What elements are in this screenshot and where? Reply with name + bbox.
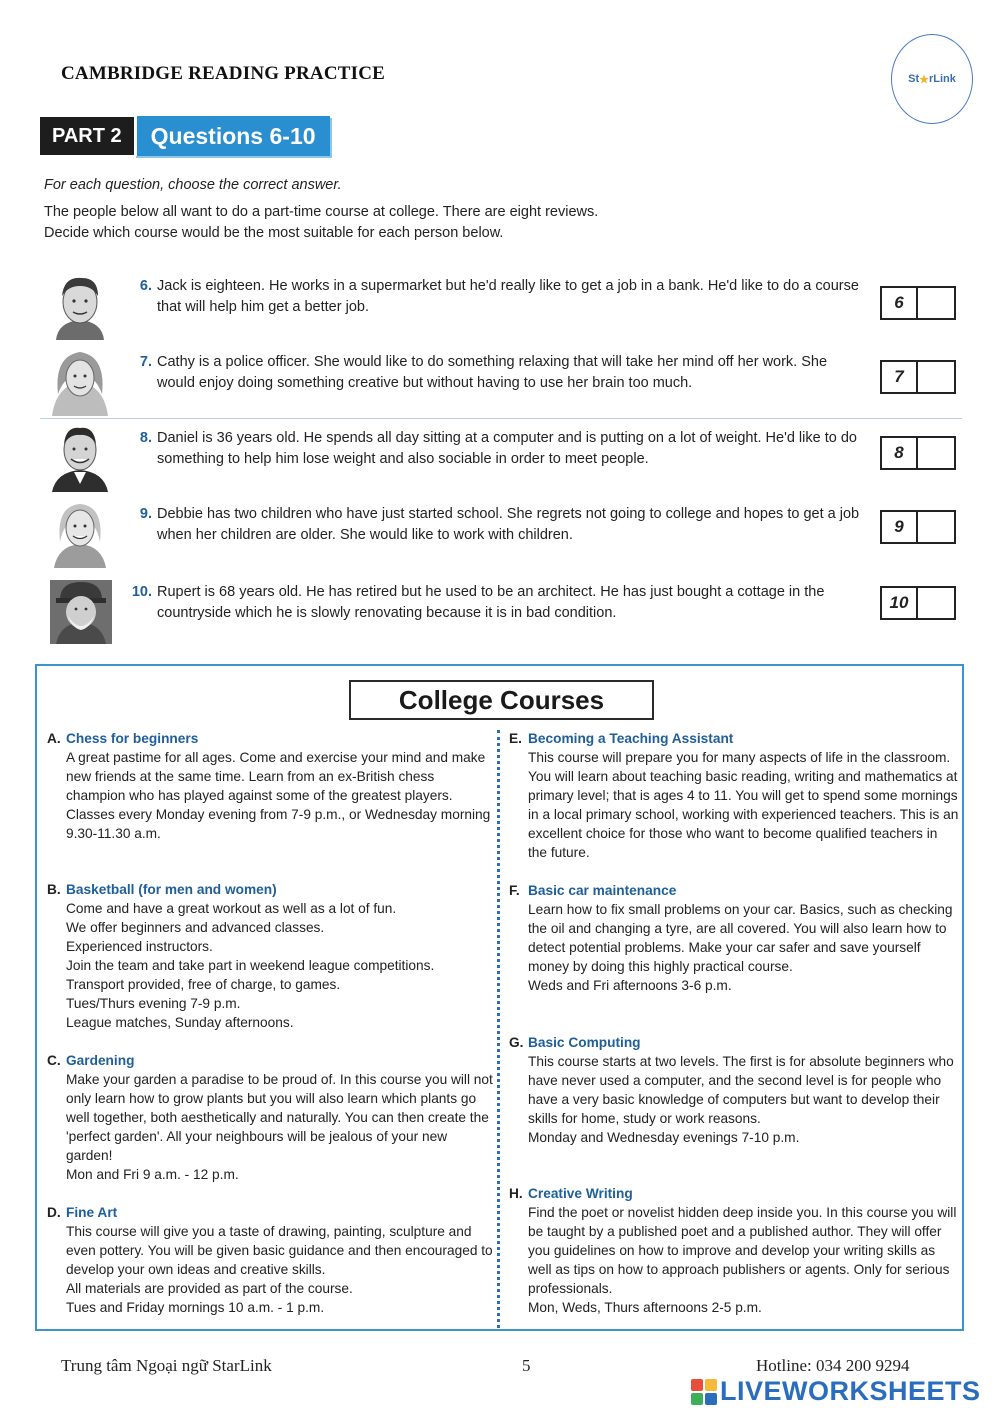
course-letter: A. [47,731,61,746]
star-icon: ★ [919,73,929,86]
person-daniel-photo [46,422,114,492]
course-e [509,729,959,862]
course-f [509,881,959,995]
answer-box-7[interactable] [880,360,956,394]
course-b [47,880,493,1032]
course-letter: H. [509,1186,523,1201]
person-jack-photo [46,270,114,340]
answer-box-8[interactable] [880,436,956,470]
page-header-title: CAMBRIDGE READING PRACTICE [61,63,385,84]
course-title: Basketball (for men and women) [66,882,277,897]
question-text: Jack is eighteen. He works in a supermarket but he'd really like to get a job in a bank. He'd like to do a course that will help him get a better job. [157,278,859,315]
person-debbie-photo [46,498,114,568]
course-text: We offer beginners and advanced classes. [66,920,325,935]
answer-input[interactable] [918,288,954,318]
question-number: 10. [131,584,152,600]
question-text: Cathy is a police officer. She would like to do something relaxing that will take her mind off her work. She would enjoy doing something creative but without having to use her brain too much. [157,354,828,391]
course-text: Transport provided, free of charge, to games. [66,977,341,992]
question-text: Daniel is 36 years old. He spends all day sitting at a computer and is putting on a lot of weight. He'd like to do something to help him lose weight and also sociable in order to meet people. [157,430,857,467]
course-text: Make your garden a paradise to be proud of. In this course you will not only learn how to grow plants but you will also learn which plants go well together, both aesthetically and naturally. You can then create the 'perfect garden'. All your neighbours will be jealous of your new garden! [66,1072,493,1163]
course-title: Basic Computing [528,1035,641,1050]
column-divider [497,730,500,1328]
course-letter: E. [509,731,522,746]
course-letter: F. [509,883,520,898]
answer-input[interactable] [918,362,954,392]
separator-line [40,418,962,419]
liveworksheets-text: LIVEWORKSHEETS [720,1376,981,1406]
course-letter: G. [509,1035,524,1050]
course-title: Fine Art [66,1205,118,1220]
part-banner [40,116,330,156]
course-title: Creative Writing [528,1186,633,1201]
liveworksheets-brand[interactable] [691,1376,981,1407]
course-schedule: Weds and Fri afternoons 3-6 p.m. [528,978,732,993]
answer-box-10[interactable] [880,586,956,620]
course-title: Basic car maintenance [528,883,677,898]
instruction-line-3: Decide which course would be the most suitable for each person below. [44,225,504,241]
course-text: Find the poet or novelist hidden deep inside you. In this course you will be taught by a published poet and a published author. They will offer you guidelines on how to improve and develop your writing skills as well as tips on how to approach publishers or agents. Only for serious professionals. [528,1205,957,1296]
course-g [509,1033,959,1147]
question-number: 6. [139,278,152,294]
course-schedule: Tues/Thurs evening 7-9 p.m. [66,996,241,1011]
course-title: Gardening [66,1053,135,1068]
course-text: This course will prepare you for many aspects of life in the classroom. You will learn about teaching basic reading, writing and mathematics at primary level; that is ages 4 to 11. You will get to spend some mornings in a local primary school, working with experienced teachers. This is an excellent choice for those who want to become qualified teachers in the future. [528,750,959,860]
answer-box-number: 9 [882,512,918,542]
college-courses-panel [35,664,964,1331]
question-row-9 [40,498,965,568]
course-c [47,1051,493,1184]
footer-hotline: Hotline: 034 200 9294 [756,1356,910,1375]
course-text: A great pastime for all ages. Come and exercise your mind and make new friends at the same time. Learn from an ex-British chess champion who has played against some of the greatest players. [66,750,486,803]
footer-center-name: Trung tâm Ngoại ngữ StarLink [61,1356,272,1375]
question-row-7 [40,346,965,416]
course-letter: C. [47,1053,61,1068]
course-letter: B. [47,882,61,897]
course-text: This course will give you a taste of drawing, painting, sculpture and even pottery. You will be given basic guidance and then encouraged to develop your own ideas and creative skills. [66,1224,493,1277]
courses-title: College Courses [349,680,654,720]
answer-box-6[interactable] [880,286,956,320]
liveworksheets-logo-icon [691,1379,717,1405]
starlink-logo [891,34,973,124]
question-row-8 [40,422,965,492]
course-letter: D. [47,1205,61,1220]
course-text: This course starts at two levels. The first is for absolute beginners who have never used a computer, and the second level is for people who have a very basic knowledge of computers but want to develop their skills for home, study or work reasons. [528,1054,954,1126]
question-number: 7. [139,354,152,370]
answer-box-9[interactable] [880,510,956,544]
course-d [47,1203,493,1317]
course-text: All materials are provided as part of the course. [66,1281,353,1296]
instruction-line-1: For each question, choose the correct answer. [44,177,342,193]
question-number: 9. [139,506,152,522]
answer-box-number: 6 [882,288,918,318]
course-text: Come and have a great workout as well as a lot of fun. [66,901,397,916]
logo-text-a: St [908,73,920,85]
question-text: Rupert is 68 years old. He has retired but he used to be an architect. He has just bought a cottage in the countryside which he is slowly renovating because it is in bad condition. [157,584,825,621]
course-schedule: Tues and Friday mornings 10 a.m. - 1 p.m. [66,1300,325,1315]
answer-box-number: 7 [882,362,918,392]
answer-input[interactable] [918,512,954,542]
answer-box-number: 8 [882,438,918,468]
course-schedule: Monday and Wednesday evenings 7-10 p.m. [528,1130,800,1145]
course-schedule: Classes every Monday evening from 7-9 p.m., or Wednesday morning 9.30-11.30 a.m. [66,807,491,841]
course-h [509,1184,959,1317]
question-row-6 [40,270,965,340]
course-text: Join the team and take part in weekend league competitions. [66,958,435,973]
answer-box-number: 10 [882,588,918,618]
course-schedule: League matches, Sunday afternoons. [66,1015,294,1030]
questions-label: Questions 6-10 [134,116,330,156]
answer-input[interactable] [918,438,954,468]
question-text: Debbie has two children who have just started school. She regrets not going to college and hopes to get a job when her children are older. She would like to work with children. [157,506,860,543]
course-schedule: Mon, Weds, Thurs afternoons 2-5 p.m. [528,1300,762,1315]
question-number: 8. [139,430,152,446]
instruction-line-2: The people below all want to do a part-time course at college. There are eight reviews. [44,204,599,220]
question-row-10 [40,576,965,646]
part-label: PART 2 [40,117,134,155]
course-schedule: Mon and Fri 9 a.m. - 12 p.m. [66,1167,239,1182]
course-text: Learn how to fix small problems on your car. Basics, such as checking the oil and changing a tyre, are all covered. You will also learn how to detect potential problems. Make your car safer and save yourself money by doing this highly practical course. [528,902,953,974]
footer-page-number: 5 [522,1356,531,1375]
person-rupert-photo [46,576,114,646]
course-title: Becoming a Teaching Assistant [528,731,734,746]
course-text: Experienced instructors. [66,939,213,954]
answer-input[interactable] [918,588,954,618]
course-title: Chess for beginners [66,731,199,746]
logo-text-b: rLink [928,73,956,85]
course-a [47,729,493,843]
person-cathy-photo [46,346,114,416]
